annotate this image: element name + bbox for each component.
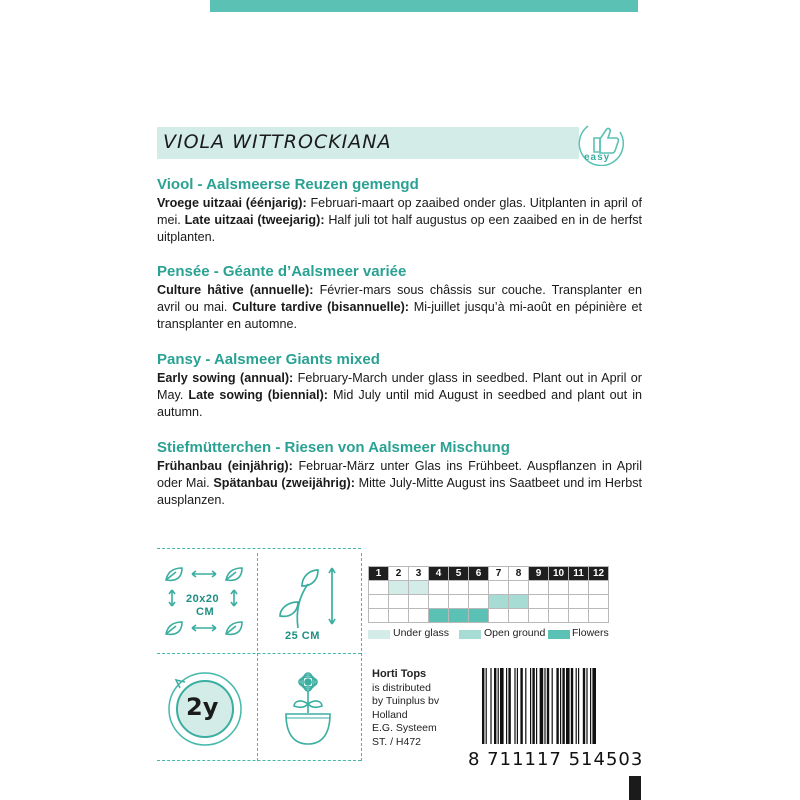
- barcode-bar: [583, 668, 585, 744]
- distributor-info: [372, 668, 439, 749]
- distributor-line: E.G. Systeem: [372, 722, 437, 734]
- barcode-bar: [520, 668, 522, 744]
- barcode-bar: [514, 668, 515, 744]
- calendar-cell: [449, 595, 469, 609]
- section-heading: Pansy - Aalsmeer Giants mixed: [157, 351, 380, 368]
- barcode-number: 8 711117 514503: [468, 749, 644, 770]
- month-header: 7: [489, 567, 509, 581]
- calendar-cell: [549, 609, 569, 623]
- barcode-bar: [494, 668, 496, 744]
- distributor-line: Holland: [372, 708, 408, 721]
- section-text: Frühanbau (einjährig): Februar-März unter Glas ins Frühbeet. Auspflanzen in April oder Mai. Spätanbau (zweijährig): Mitte July-Mitte August ins Saatbeet und im Herbst ausplanzen.: [157, 459, 642, 507]
- barcode-bar: [578, 668, 579, 744]
- calendar-cell: [489, 595, 509, 609]
- calendar-cell: [509, 609, 529, 623]
- calendar-cell: [429, 609, 449, 623]
- barcode-bar: [576, 668, 577, 744]
- calendar-cell: [549, 581, 569, 595]
- barcode-bar: [560, 668, 561, 744]
- calendar-cell: [389, 609, 409, 623]
- barcode-bar: [482, 668, 484, 744]
- barcode-bar: [525, 668, 526, 744]
- section-german: [157, 439, 642, 509]
- spacing-label: 20x20: [186, 593, 220, 605]
- calendar-cell: [409, 581, 429, 595]
- barcode-bar: [500, 668, 504, 744]
- barcode-bar: [592, 668, 596, 744]
- barcode-bar: [586, 668, 587, 744]
- barcode-bar: [556, 668, 558, 744]
- calendar-cell: [589, 595, 609, 609]
- section-heading: Viool - Aalsmeerse Reuzen gemengd: [157, 176, 419, 193]
- divider: [257, 553, 258, 761]
- barcode-bar: [498, 668, 499, 744]
- calendar-cell: [469, 609, 489, 623]
- section-text: Early sowing (annual): February-March under glass in seedbed. Plant out in April or May. Late sowing (biennial): Mid July until mid August in seedbed and plant out in autumn.: [157, 371, 642, 419]
- cycle-label: 2y: [186, 693, 219, 721]
- month-header: 8: [509, 567, 529, 581]
- barcode-bar: [490, 668, 491, 744]
- barcode-bar: [517, 668, 518, 744]
- divider: [157, 548, 361, 549]
- calendar-cell: [569, 595, 589, 609]
- section-dutch: [157, 176, 642, 246]
- calendar-cell: [529, 581, 549, 595]
- calendar-cell: [369, 595, 389, 609]
- legend-open-ground: Open ground: [484, 627, 546, 639]
- calendar-cell: [369, 609, 389, 623]
- month-header: 3: [409, 567, 429, 581]
- barcode-bar: [536, 668, 537, 744]
- plant-height-icon: [268, 562, 352, 634]
- sowing-calendar: [368, 566, 609, 623]
- section-heading: Pensée - Géante d’Aalsmeer variée: [157, 263, 407, 280]
- calendar-cell: [449, 609, 469, 623]
- month-header: 11: [569, 567, 589, 581]
- section-text: Vroege uitzaai (éénjarig): Februari-maart op zaaibed onder glas. Uitplanten in april of mei. Late uitzaai (tweejarig): Half juli tot half augustus op een zaaibed en in de herfst uitplanten.: [157, 196, 642, 244]
- barcode-bar: [547, 668, 549, 744]
- month-header: 2: [389, 567, 409, 581]
- potted-flower-icon: [272, 664, 348, 750]
- species-title: VIOLA WITTROCKIANA: [163, 131, 392, 153]
- calendar-cell: [529, 609, 549, 623]
- section-english: [157, 351, 642, 421]
- distributor-line: by Tuinplus bv: [372, 695, 440, 707]
- calendar-cell: [509, 595, 529, 609]
- distributor-line: ST. / H472: [372, 735, 422, 748]
- barcode-bar: [566, 668, 570, 744]
- height-label: 25 CM: [285, 630, 320, 642]
- spacing-unit-label: CM: [196, 606, 215, 618]
- barcode-bar: [486, 668, 487, 744]
- month-header: 9: [529, 567, 549, 581]
- brand-name: Horti Tops: [372, 668, 427, 680]
- barcode-bar: [562, 668, 564, 744]
- barcode-bar: [530, 668, 531, 744]
- calendar-cell: [549, 595, 569, 609]
- divider: [157, 653, 361, 654]
- corner-mark: [629, 776, 641, 800]
- barcode-bar: [544, 668, 545, 744]
- distributor-line: is distributed: [372, 681, 431, 694]
- month-header: 4: [429, 567, 449, 581]
- section-french: [157, 263, 642, 333]
- top-accent-bar: [210, 0, 638, 12]
- barcode: [480, 668, 640, 748]
- legend-under-glass: Under glass: [393, 627, 450, 639]
- month-header: 5: [449, 567, 469, 581]
- calendar-cell: [569, 581, 589, 595]
- barcode-bar: [552, 668, 553, 744]
- calendar-cell: [589, 581, 609, 595]
- calendar-cell: [369, 581, 389, 595]
- calendar-cell: [409, 595, 429, 609]
- calendar-cell: [509, 581, 529, 595]
- calendar-cell: [409, 609, 429, 623]
- divider: [361, 553, 362, 761]
- calendar-cell: [589, 609, 609, 623]
- legend-swatch-flowers: [548, 630, 570, 639]
- month-header: 6: [469, 567, 489, 581]
- section-text: Culture hâtive (annuelle): Février-mars sous châssis sur couche. Transplanter en avril ou mai. Culture tardive (bisannuelle): Mi-juillet jusqu’à mi-août en pépinière et transplanter en automne.: [157, 283, 642, 331]
- easy-label: easy: [584, 152, 611, 163]
- calendar-cell: [529, 595, 549, 609]
- barcode-bar: [532, 668, 534, 744]
- legend-swatch-open-ground: [459, 630, 481, 639]
- barcode-bar: [506, 668, 507, 744]
- calendar-cell: [429, 595, 449, 609]
- barcode-bar: [508, 668, 510, 744]
- calendar-cell: [469, 595, 489, 609]
- barcode-bar: [571, 668, 573, 744]
- calendar-cell: [489, 609, 509, 623]
- month-header: 10: [549, 567, 569, 581]
- calendar-cell: [389, 581, 409, 595]
- calendar-cell: [469, 581, 489, 595]
- calendar-cell: [569, 609, 589, 623]
- calendar-cell: [389, 595, 409, 609]
- barcode-bar: [590, 668, 591, 744]
- divider: [157, 760, 361, 761]
- month-header: 1: [369, 567, 389, 581]
- calendar-cell: [489, 581, 509, 595]
- species-title-box: [157, 127, 579, 159]
- legend-flowers: Flowers: [572, 627, 609, 639]
- barcode-bar: [540, 668, 544, 744]
- month-header: 12: [589, 567, 609, 581]
- calendar-cell: [429, 581, 449, 595]
- legend-swatch-under-glass: [368, 630, 390, 639]
- calendar-cell: [449, 581, 469, 595]
- section-heading: Stiefmütterchen - Riesen von Aalsmeer Mischung: [157, 439, 510, 456]
